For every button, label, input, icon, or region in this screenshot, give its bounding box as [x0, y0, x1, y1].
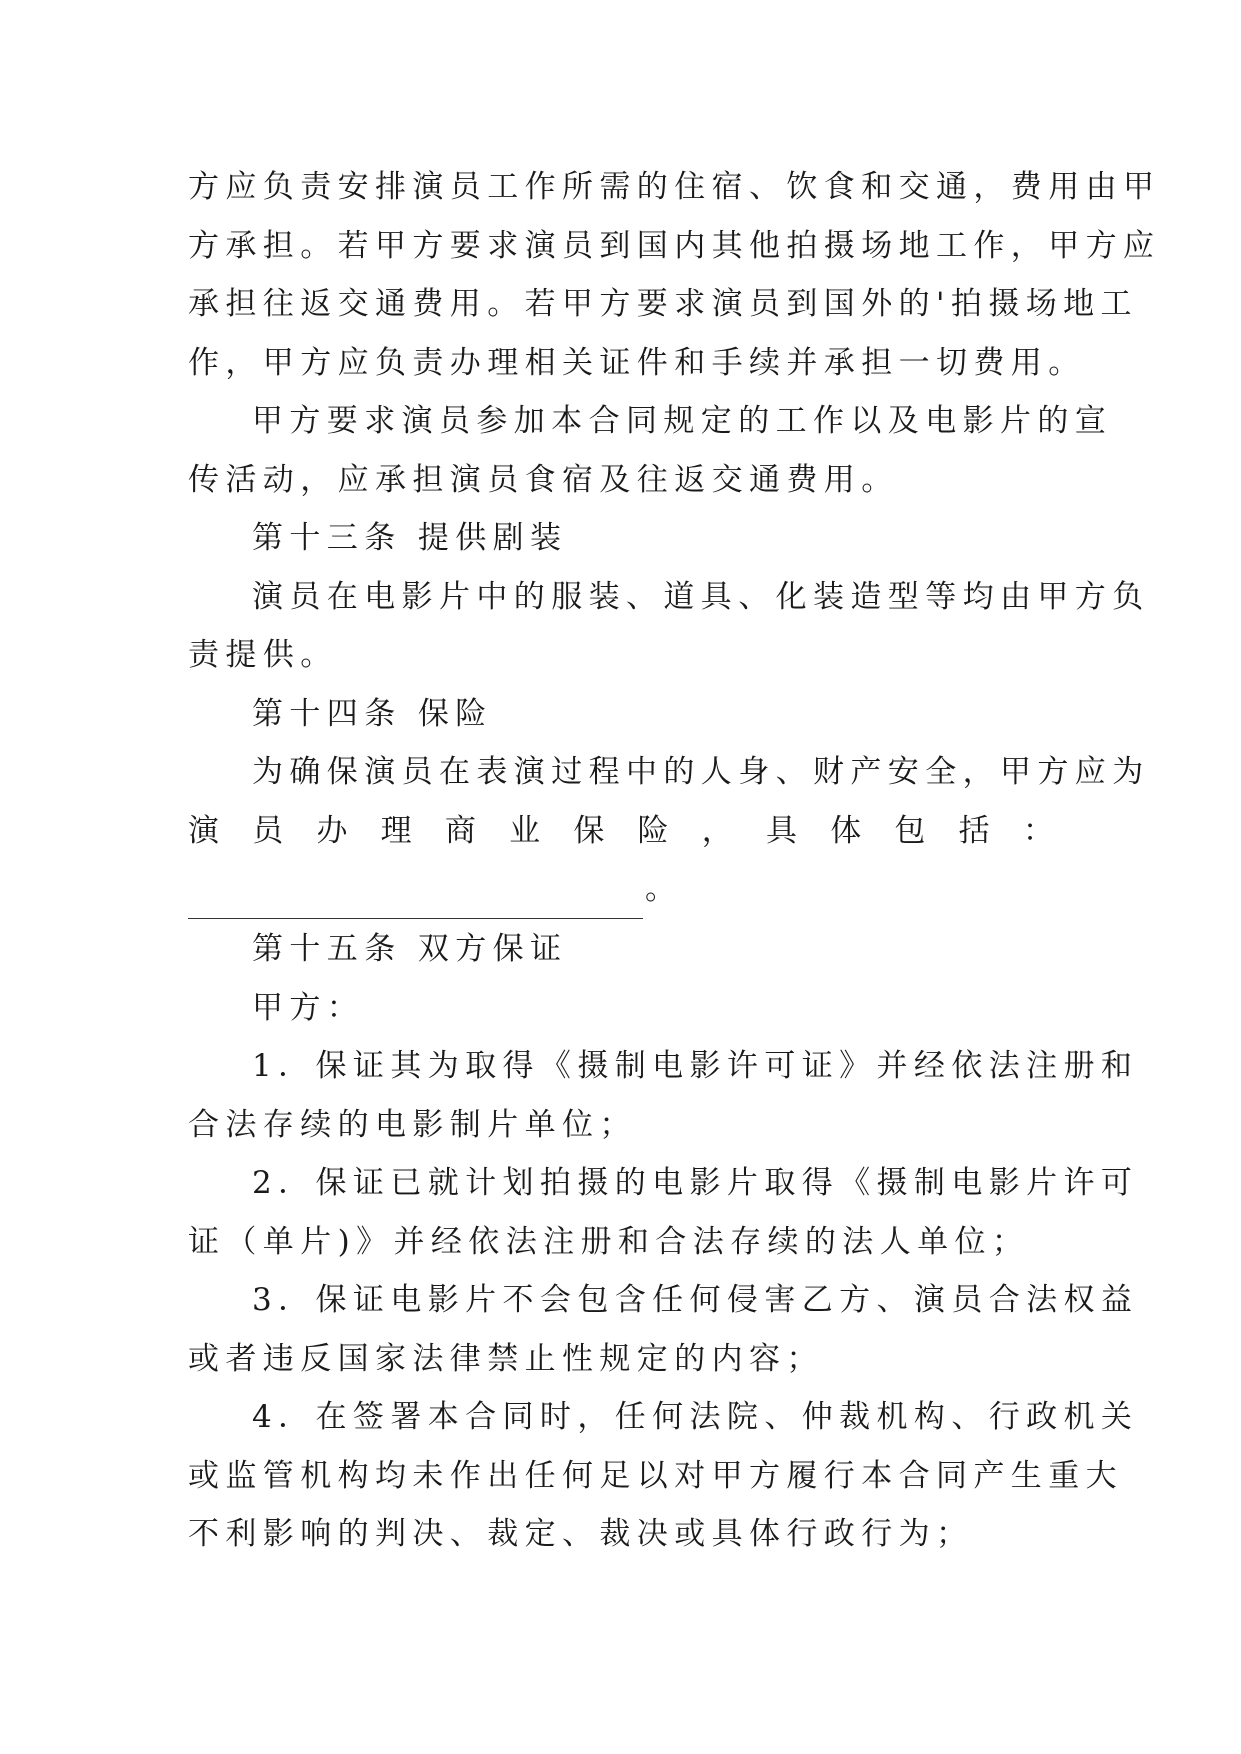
paragraph-line: 合法存续的电影制片单位； [188, 1106, 637, 1143]
char: 保 [573, 812, 605, 849]
char: 办 [316, 812, 348, 849]
char: 具 [765, 812, 797, 849]
paragraph-line: 或监管机构均未作出任何足以对甲方履行本合同产生重大 [188, 1457, 1123, 1494]
char: 体 [830, 812, 862, 849]
document-body [188, 158, 1161, 1564]
paragraph-line: 证（单片)》并经依法注册和合法存续的法人单位； [188, 1223, 1030, 1260]
paragraph-line: 方承担。若甲方要求演员到国内其他拍摄场地工作，甲方应 [188, 227, 1161, 264]
section-heading-13: 第十三条 提供剧装 [252, 520, 568, 556]
paragraph-line: 2．保证已就计划拍摄的电影片取得《摄制电影片许可 [252, 1165, 1139, 1201]
char: 理 [380, 812, 412, 849]
party-a-label: 甲方： [252, 989, 365, 1026]
paragraph-line: 演员在电影片中的服装、道具、化装造型等均由甲方负 [252, 578, 1150, 615]
section-heading-14: 第十四条 保险 [252, 695, 493, 732]
fill-in-blank [188, 884, 643, 919]
char: 员 [252, 812, 284, 849]
char: 括 [958, 812, 990, 849]
paragraph-line: 不利影响的判决、裁定、裁决或具体行政行为； [188, 1516, 974, 1552]
paragraph-line: 4．在签署本合同时，任何法院、仲裁机构、行政机关 [252, 1399, 1139, 1435]
char: ： [1022, 812, 1054, 849]
paragraph-line: 甲方要求演员参加本合同规定的工作以及电影片的宣 [252, 403, 1113, 439]
section-heading-15: 第十五条 双方保证 [252, 931, 568, 967]
char: 演 [188, 812, 219, 849]
char: 商 [444, 812, 476, 849]
char: 包 [894, 812, 926, 849]
char: ， [701, 812, 733, 849]
paragraph-line: 传活动，应承担演员食宿及往返交通费用。 [188, 461, 899, 498]
paragraph-line: 1．保证其为取得《摄制电影许可证》并经依法注册和 [252, 1048, 1139, 1084]
paragraph-line: 或者违反国家法律禁止性规定的内容； [188, 1340, 824, 1377]
paragraph-line: 3．保证电影片不会包含任何侵害乙方、演员合法权益 [252, 1282, 1139, 1318]
justified-line [188, 802, 1054, 861]
paragraph-line: 作，甲方应负责办理相关证件和手续并承担一切费用。 [188, 344, 1086, 381]
paragraph-line: 承担往返交通费用。若甲方要求演员到国外的'拍摄场地工 [188, 286, 1138, 322]
char: 险 [637, 812, 669, 849]
paragraph-line: 责提供。 [188, 637, 338, 673]
insurance-blank-line [188, 860, 1054, 920]
paragraph-line: 方应负责安排演员工作所需的住宿、饮食和交通，费用由甲 [188, 169, 1161, 205]
blank-terminator: 。 [645, 871, 683, 907]
char: 业 [509, 812, 541, 849]
paragraph-line: 为确保演员在表演过程中的人身、财产安全，甲方应为 [252, 754, 1150, 790]
